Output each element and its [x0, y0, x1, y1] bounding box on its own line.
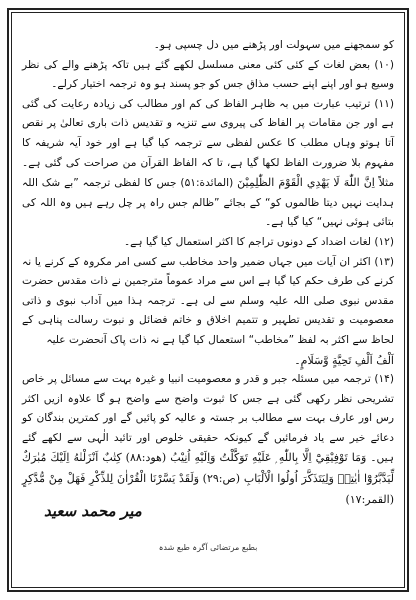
paragraph-12: (۱۲) لغات اضداد کے دونوں تراجم کا اکثر استعمال کیا گیا ہے۔ — [123, 235, 394, 248]
author-signature: میر محمد سعید — [44, 502, 142, 520]
printer-footer: بطبع مرتضائی آگرہ طبع شدہ — [158, 543, 258, 552]
paragraph-10: (۱۰) بعض لغات کے کئی کئی معنی مسلسل لکھے گئے ہیں تاکہ پڑھنے والے کی نظر وسیع ہو اور اپنے اپنے حسب مذاق جس کو جو پسند ہو وہ ترجمہ اختیار کرلے۔ — [22, 58, 394, 91]
paragraph-14 — [22, 370, 394, 510]
ayah-al-maida: اِنَّ اللّٰهَ لَا يَهْدِي الْقَوْمَ الظّٰلِمِيْنَ — [237, 176, 375, 190]
durood-line: اَلْفُ اَلْفِ تَحِيَّةٍ وَّسَلَامٍ۔ — [294, 353, 394, 367]
paragraph-13: (۱۳) اکثر ان آیات میں جہاں ضمیر واحد مخاطب سے کسی امر مکروہ کے کرنے یا نہ کرنے کی طرف حکم کیا گیا ہے اس سے مراد عموماً مترجمین نے ذات مقدس حضرت مقدس نبوی صلی اللہ علیہ وسلم سے لی ہے۔ ترجمہ ہذا میں آداب نبوی و ذاتی معصومیت و تقدیس تطہیر و تتمیم اخلاق و خاتم فضائل و نبوت رسالت پناہی کے لحاظ سے اکثر بہ لفظ ”مخاطب“ استعمال کیا گیا ہے نہ ذات پاک آنحضرت علیہ — [22, 255, 394, 346]
paragraph-11-continued: (المائدة:۵۱) جس کا لفظی ترجمہ ”بے شک اللہ ہدایت نہیں دیتا ظالموں کو“ کے بجائے ”ظالم جس راہ پر چل رہے ہیں وہ اللہ کی بتائی ہوئی نہیں“ کیا گیا ہے۔ — [22, 177, 394, 229]
paragraph-11 — [22, 95, 394, 233]
paragraph-11-text: (۱۱) ترتیب عبارت میں بہ ظاہر الفاظ کی کم اور مطالب کی زیادہ رعایت کی گئی ہے اور جن مقامات پر الفاظ کی پیروی سے تنزیہ و تقدیس ذات باری تعالیٰ پر نقص آتا ہوتو وہاں مطلب کا عکس لفظی سے ترجمہ کیا گیا ہے اور خود آیہ شریفہ کا مفہوم بلا ضرورت الفاظ لکھا گیا ہے، تا کہ الفاظ القرآن من صراحت کی گئی ہے۔ مثلاً — [22, 97, 394, 190]
preface-text — [22, 36, 394, 510]
paragraph-14-text: (۱۴) ترجمہ میں مسئلہ جبر و قدر و معصومیت انبیا و غیرہ بہت سے مسائل پر خاص تشریحی نظر رکھی گئی ہے جس کا ثبوت واضح سے واضح ہو گا علاوہ ازیں اکثر رس اور عارف بہت سے مطالب بر جستہ و عالیہ کو پائیں گے اور کمترین بندگان کو دعائے خیر سے یاد فرمائیں گے کیونکہ حقیقی خلوص اور تائید الٰہی سے لکھے گئے ہیں۔ — [22, 373, 394, 465]
ayah-al-qamar: وَلَقَدْ يَسَّرْنَا الْقُرْاٰنَ لِلذِّكْرِ فَهَلْ مِنْ مُّدَّكِرٍ (القمر:۱۷) — [22, 472, 394, 506]
intro-line: کو سمجھنے میں سہولت اور پڑھنے میں دل چسپی ہو۔ — [153, 39, 394, 51]
ayah-hood: وَمَا تَوْفِيْقِيْٓ اِلَّا بِاللّٰهِ ۭ عَلَيْهِ تَوَكَّلْتُ وَاِلَيْهِ اُنِيْبُ (هود:۸۸) — [125, 451, 367, 465]
ayah-sad: كِتٰبٌ اَنْزَلْنٰهُ اِلَيْكَ مُبٰرَكٌ لِّيَدَّبَّرُوْٓا اٰيٰتِهٖ وَلِيَتَذَكَّرَ اُولُوا الْاَلْبَابِ (ص:۲۹) — [22, 451, 394, 486]
